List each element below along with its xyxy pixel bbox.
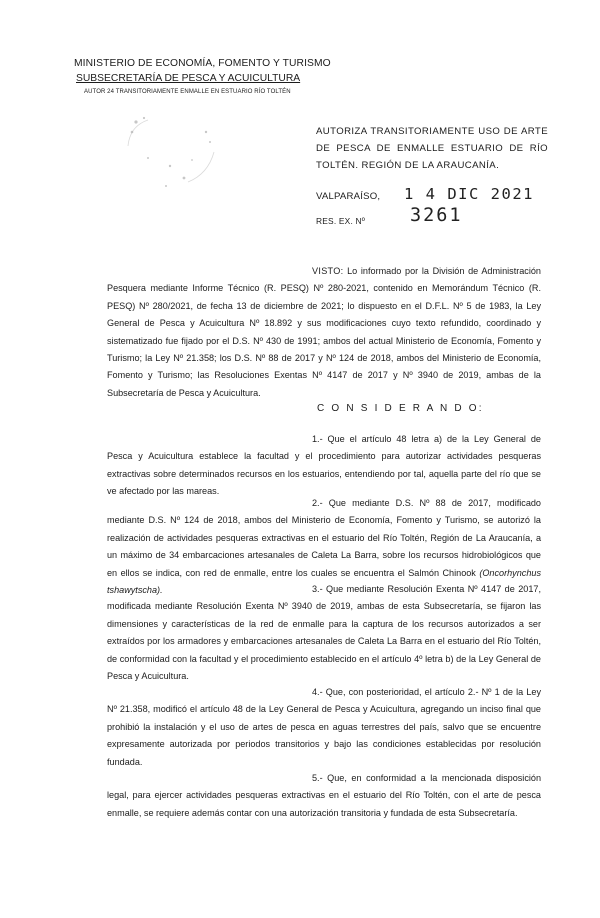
stamped-date: 1 4 DIC 2021 — [404, 185, 534, 203]
resolution-subject: AUTORIZA TRANSITORIAMENTE USO DE ARTE DE PESCA DE ENMALLE ESTUARIO DE RÍO TOLTÉN. REGIÓN DE LA ARAUCANÍA. — [316, 126, 548, 171]
species-scientific-name: (Oncorhynchus tshawytscha). — [107, 567, 541, 596]
considerando-5: 5.- Que, en conformidad a la mencionada disposición legal, para ejercer actividades pesqueras extractivas en el estuario del Río Toltén, con el arte de pesca enmalle, se requiere además contar con una autorización transitoria y fundada de esta Subsecretaría. — [107, 773, 541, 818]
subsecretaria-name: SUBSECRETARÍA DE PESCA Y ACUICULTURA — [76, 73, 301, 84]
resolution-number: 3261 — [410, 205, 463, 226]
considerando-2: 2.- Que mediante D.S. Nº 88 de 2017, modificado mediante D.S. Nº 124 de 2018, ambos del Ministerio de Economía, Fomento y Turismo, se autorizó la realización de actividades pesqueras extractivas en el estuario del Río Toltén, Región de La Araucanía, a un máximo de 34 embarcaciones artesanales de Caleta La Barra, sobre los recursos hidrobiológicos que en ellos se indica, con red de enmalle, entre los cuales se encuentra el Salmón Chinook (Oncorhynchus tshawytscha). — [107, 498, 541, 596]
considerando-heading: C O N S I D E R A N D O: — [317, 403, 484, 414]
considerando-3: 3.- Que mediante Resolución Exenta Nº 4147 de 2017, modificada mediante Resolución Exenta Nº 3940 de 2019, ambas de esta Subsecretaría, se fijaron las dimensiones y características de la red de enmalle para la captura de los recursos autorizados a ser extraídos por los armadores y embarcaciones artesanales de Caleta La Barra en el estuario del Río Toltén, de conformidad con la facultad y el procedimiento establecido en el artículo 4º letra b) de la Ley General de Pesca y Acuicultura. — [107, 584, 541, 682]
visto-paragraph — [107, 263, 541, 402]
considerando-4: 4.- Que, con posterioridad, el artículo 2.- Nº 1 de la Ley Nº 21.358, modificó el artículo 48 de la Ley General de Pesca y Acuicultura, agregando un inciso final que prohibió la instalación y el uso de artes de pesca en aguas terrestres del país, salvo que se encuentre expresamente autorizada por periodos transitorios y bajo las condiciones establecidas por resolución fundada. — [107, 687, 541, 767]
visto-lead: VISTO: — [312, 266, 344, 276]
faded-seal-icon — [118, 112, 228, 194]
considerando-1: 1.- Que el artículo 48 letra a) de la Ley General de Pesca y Acuicultura establece la facultad y el procedimiento para autorizar actividades pesqueras extractivas sobre determinados recursos en los estuarios, entendiendo por tal, aquella parte del río que se ve afectado por las mareas. — [107, 434, 541, 497]
ministry-name: MINISTERIO DE ECONOMÍA, FOMENTO Y TURISMO — [74, 58, 331, 69]
document-reference: AUTOR 24 TRANSITORIAMENTE ENMALLE EN ESTUARIO RÍO TOLTÉN — [84, 89, 291, 95]
resolution-label: RES. EX. Nº — [316, 216, 366, 226]
place-label: VALPARAÍSO, — [316, 191, 381, 202]
visto-text: Lo informado por la División de Administración Pesquera mediante Informe Técnico (R. PESQ) Nº 280-2021, contenido en Memorándum Técnico (R. PESQ) Nº 280/2021, de fecha 13 de diciembre de 2021; lo dispuesto en el D.F.L. Nº 5 de 1983, la Ley General de Pesca y Acuicultura Nº 18.892 y sus modificaciones cuyo texto refundido, coordinado y sistematizado fue fijado por el D.S. Nº 430 de 1991; ambos del actual Ministerio de Economía, Fomento y Turismo; la Ley Nº 21.358; los D.S. Nº 88 de 2017 y Nº 124 de 2018, ambos del Ministerio de Economía, Fomento y Turismo; las Resoluciones Exentas Nº 4147 de 2017 y Nº 3940 de 2019, ambas de la Subsecretaría de Pesca y Acuicultura. — [107, 266, 541, 398]
